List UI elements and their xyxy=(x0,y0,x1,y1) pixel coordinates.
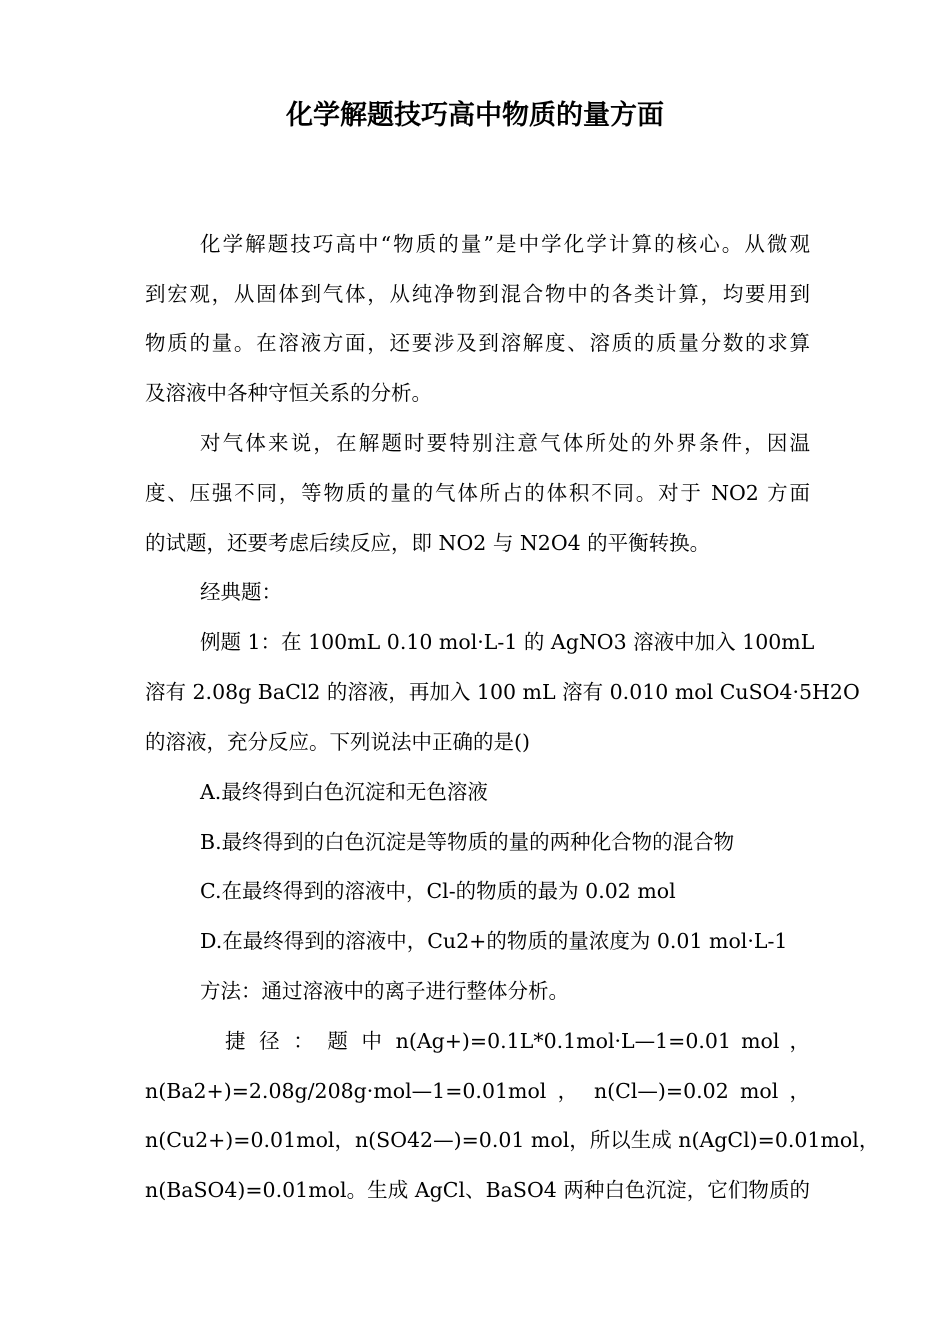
paragraph-line: 及溶液中各种守恒关系的分析。 xyxy=(145,381,432,405)
paragraph-line: 的试题，还要考虑后续反应，即 NO2 与 N2O4 的平衡转换。 xyxy=(145,531,711,555)
paragraph-line: 化学解题技巧高中“物质的量”是中学化学计算的核心。从微观 xyxy=(200,232,810,256)
option-c: C.在最终得到的溶液中，Cl-的物质的最为 0.02 mol xyxy=(200,879,676,903)
option-b: B.最终得到的白色沉淀是等物质的量的两种化合物的混合物 xyxy=(200,830,735,854)
document-title: 化学解题技巧高中物质的量方面 xyxy=(286,100,664,131)
paragraph-line: 物质的量。在溶液方面，还要涉及到溶解度、溶质的质量分数的求算 xyxy=(145,331,810,355)
section-heading: 经典题： xyxy=(200,580,282,604)
solution-line: n(BaSO4)=0.01mol。生成 AgCl、BaSO4 两种白色沉淀，它们物质的 xyxy=(145,1178,810,1202)
method-line: 方法：通过溶液中的离子进行整体分析。 xyxy=(200,979,569,1003)
paragraph-line: 度、压强不同，等物质的量的气体所占的体积不同。对于 NO2 方面 xyxy=(145,481,810,505)
solution-line: n(Ba2+)=2.08g/208g·mol—1=0.01mol ， n(Cl—)=0.02 mol ， xyxy=(145,1079,810,1103)
option-d: D.在最终得到的溶液中，Cu2+的物质的量浓度为 0.01 mol·L-1 xyxy=(200,929,788,953)
question-line: 溶有 2.08g BaCl2 的溶液，再加入 100 mL 溶有 0.010 mol CuSO4·5H2O xyxy=(145,680,860,704)
paragraph-line: 对气体来说，在解题时要特别注意气体所处的外界条件，因温 xyxy=(200,431,810,455)
paragraph-line: 到宏观，从固体到气体，从纯净物到混合物中的各类计算，均要用到 xyxy=(145,282,810,306)
question-line: 的溶液，充分反应。下列说法中正确的是() xyxy=(145,730,530,754)
option-a: A.最终得到白色沉淀和无色溶液 xyxy=(200,780,488,804)
question-line: 例题 1：在 100mL 0.10 mol·L-1 的 AgNO3 溶液中加入 100mL xyxy=(200,630,815,654)
solution-line: n(Cu2+)=0.01mol，n(SO42—)=0.01 mol，所以生成 n(AgCl)=0.01mol， xyxy=(145,1128,880,1152)
solution-line: 捷 径 ： 题 中 n(Ag+)=0.1L*0.1mol·L—1=0.01 mol ， xyxy=(225,1029,810,1053)
